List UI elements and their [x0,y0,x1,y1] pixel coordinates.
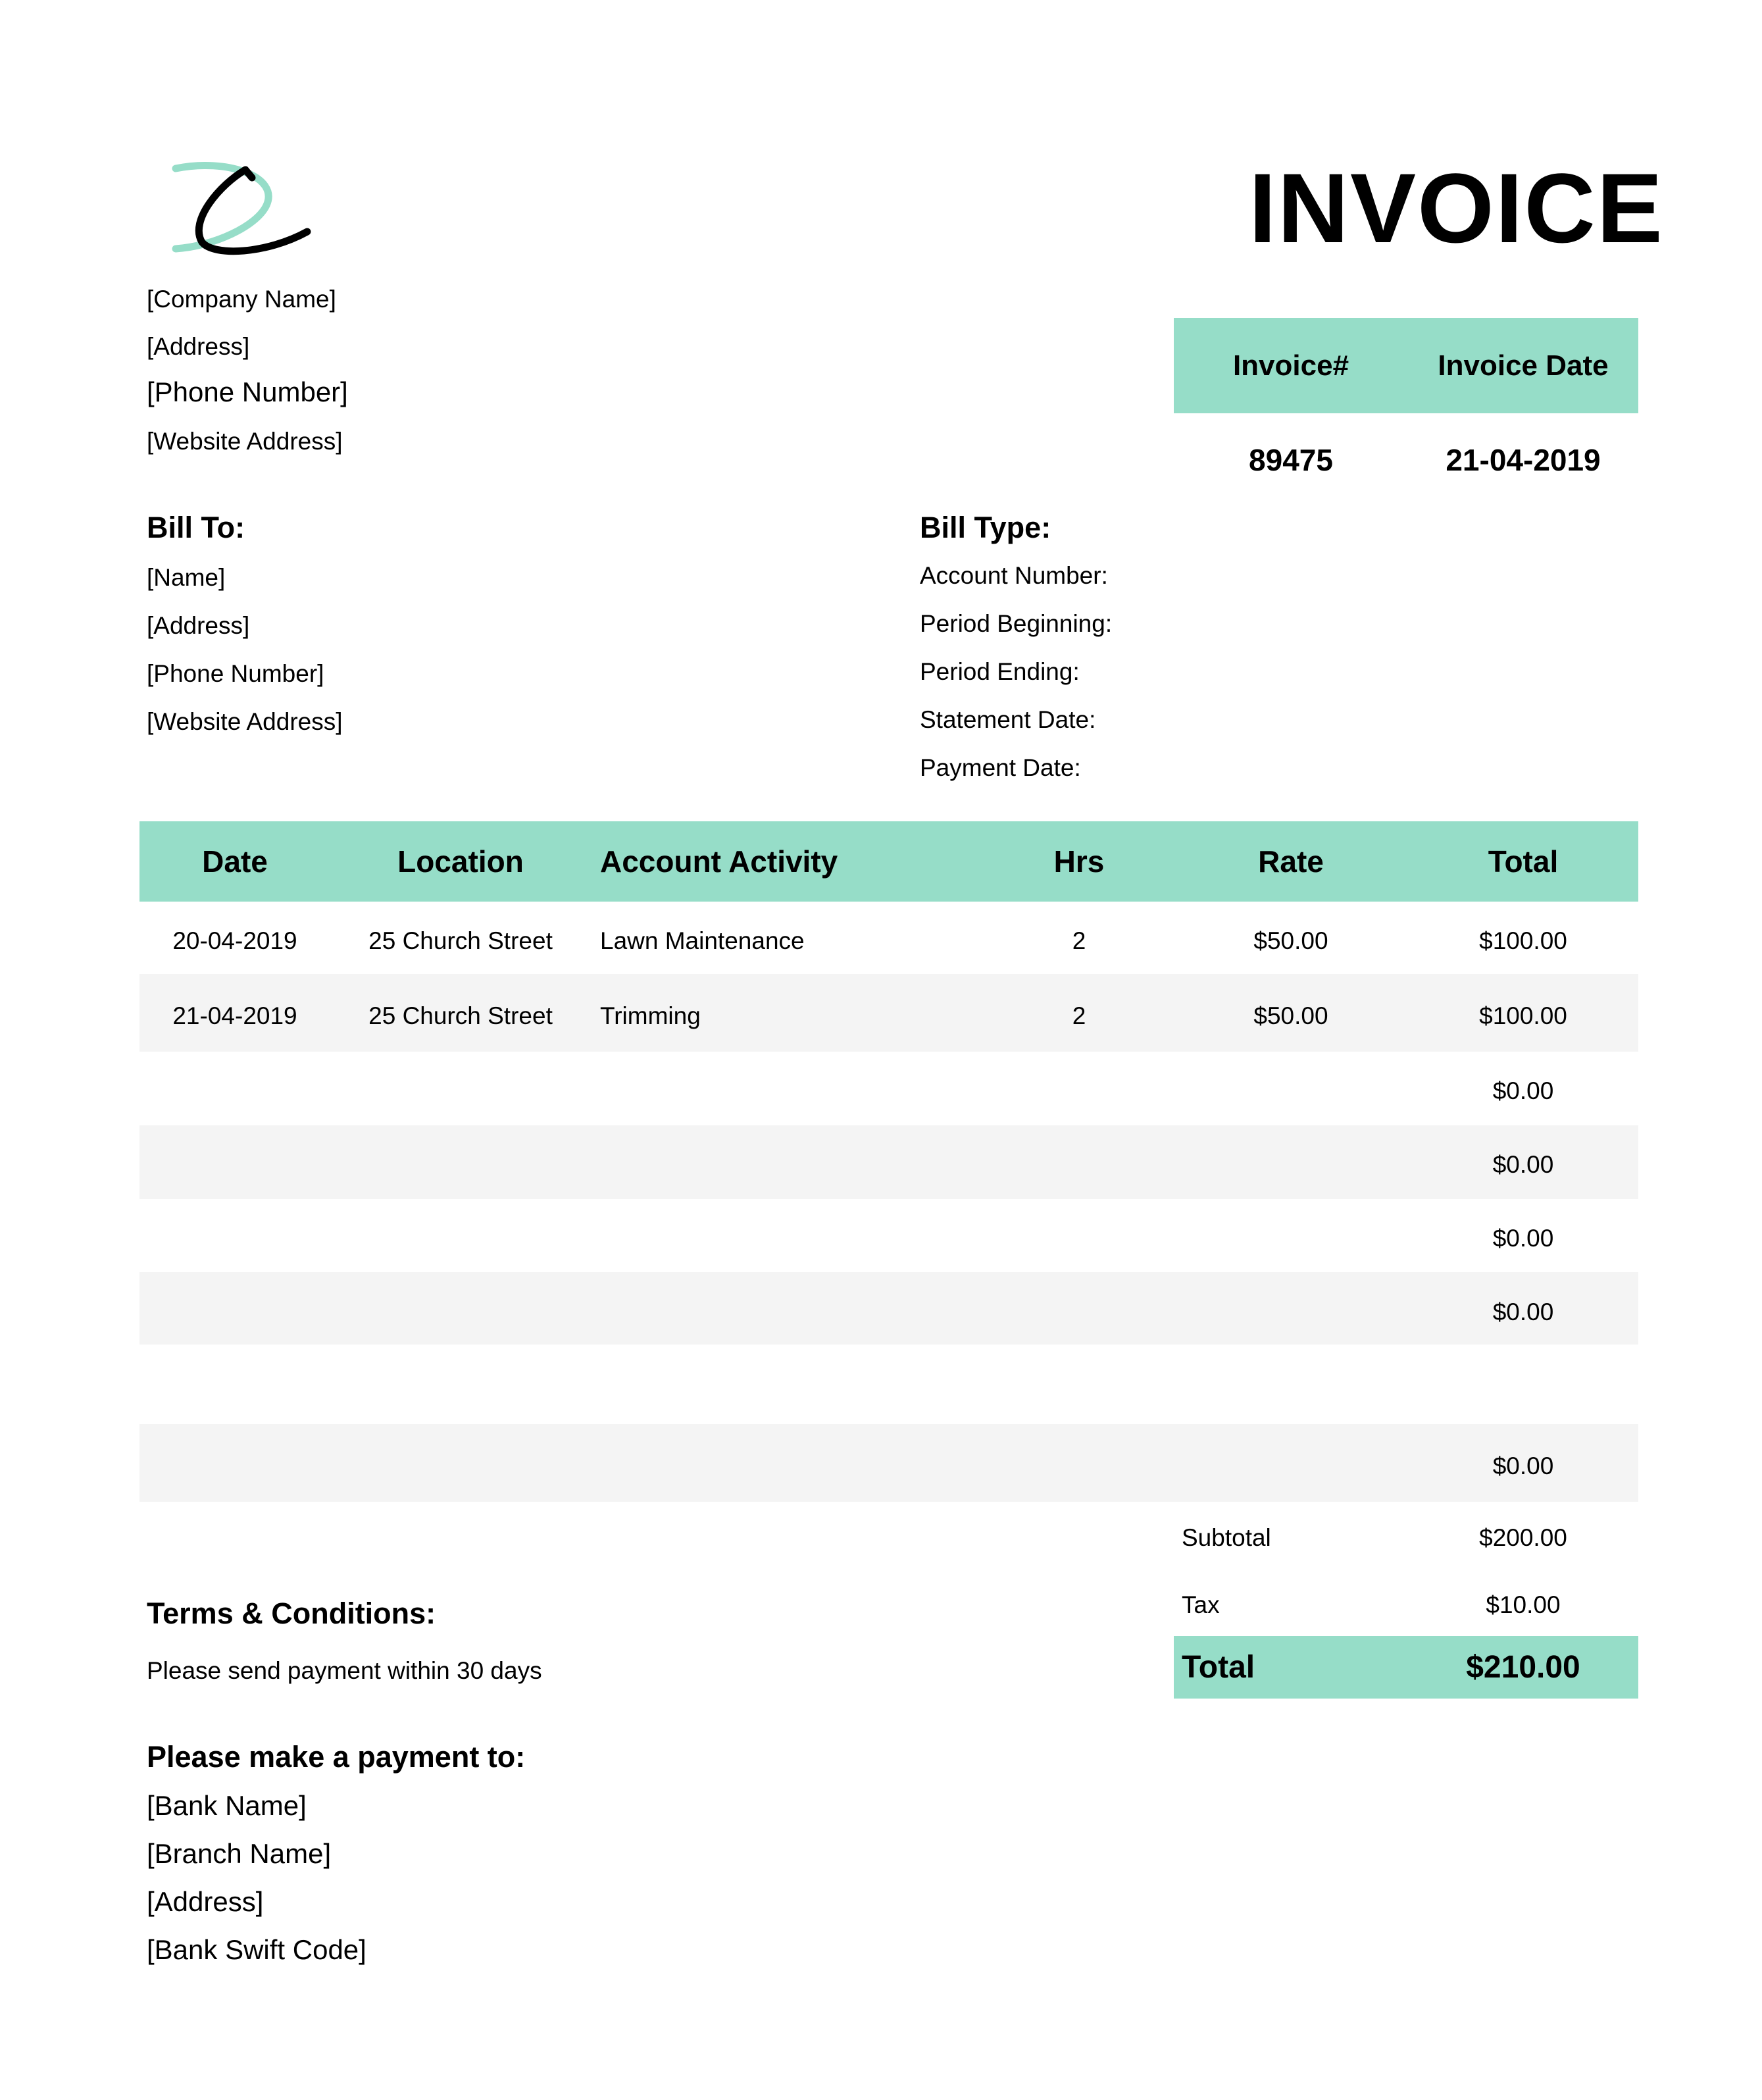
table-cell-total: $100.00 [1479,1002,1567,1029]
company-name: [Company Name] [147,286,336,313]
company-phone: [Phone Number] [147,376,348,407]
table-cell-total: $0.00 [1492,1452,1554,1479]
invoice-date-label: Invoice Date [1438,349,1609,382]
invoice-number-label: Invoice# [1232,349,1349,382]
col-header-date: Date [202,844,268,879]
col-header-activity: Account Activity [600,844,838,879]
bill-to-heading: Bill To: [147,511,245,544]
table-cell-activity: Trimming [600,1002,701,1029]
invoice-title: INVOICE [1249,153,1664,263]
tax-label: Tax [1182,1591,1220,1618]
col-header-hrs: Hrs [1053,844,1105,879]
table-cell-location: 25 Church Street [368,927,553,954]
table-cell-location: 25 Church Street [368,1002,553,1029]
payment-branch-name: [Branch Name] [147,1838,332,1869]
total-label: Total [1182,1650,1255,1685]
bill-type-payment-date: Payment Date: [920,754,1081,781]
terms-heading: Terms & Conditions: [147,1597,436,1630]
bill-type-period-ending: Period Ending: [920,658,1080,685]
col-header-rate: Rate [1258,844,1324,879]
table-cell-hrs: 2 [1072,927,1086,954]
table-cell-date: 21-04-2019 [172,1002,297,1029]
table-cell-total: $0.00 [1492,1077,1554,1104]
company-address: [Address] [147,333,250,360]
bill-type-period-beginning: Period Beginning: [920,610,1113,637]
col-header-location: Location [397,844,524,879]
table-cell-activity: Lawn Maintenance [600,927,805,954]
table-cell-rate: $50.00 [1253,1002,1328,1029]
subtotal-label: Subtotal [1182,1524,1271,1551]
table-cell-total: $0.00 [1492,1151,1554,1178]
table-cell-hrs: 2 [1072,1002,1086,1029]
payment-swift-code: [Bank Swift Code] [147,1934,366,1965]
table-cell-total: $0.00 [1492,1225,1554,1252]
bill-type-account-number: Account Number: [920,562,1108,589]
terms-text: Please send payment within 30 days [147,1657,542,1684]
subtotal-value: $200.00 [1479,1524,1567,1551]
bill-to-phone: [Phone Number] [147,660,324,687]
table-cell-total: $100.00 [1479,927,1567,954]
bill-to-website: [Website Address] [147,708,343,735]
payment-address: [Address] [147,1886,264,1917]
swoosh-logo-icon [168,158,319,270]
bill-type-heading: Bill Type: [920,511,1051,544]
payment-bank-name: [Bank Name] [147,1790,307,1821]
bill-to-name: [Name] [147,564,226,591]
table-cell-date: 20-04-2019 [172,927,297,954]
company-website: [Website Address] [147,428,343,455]
payment-heading: Please make a payment to: [147,1740,526,1774]
bill-to-address: [Address] [147,612,250,639]
table-cell-total: $0.00 [1492,1298,1554,1325]
bill-type-statement-date: Statement Date: [920,706,1096,733]
table-cell-total [1408,1375,1638,1402]
invoice-number: 89475 [1249,443,1333,477]
invoice-date: 21-04-2019 [1446,443,1601,477]
total-value: $210.00 [1466,1650,1580,1685]
col-header-total: Total [1488,844,1559,879]
tax-value: $10.00 [1486,1591,1561,1618]
table-cell-rate: $50.00 [1253,927,1328,954]
